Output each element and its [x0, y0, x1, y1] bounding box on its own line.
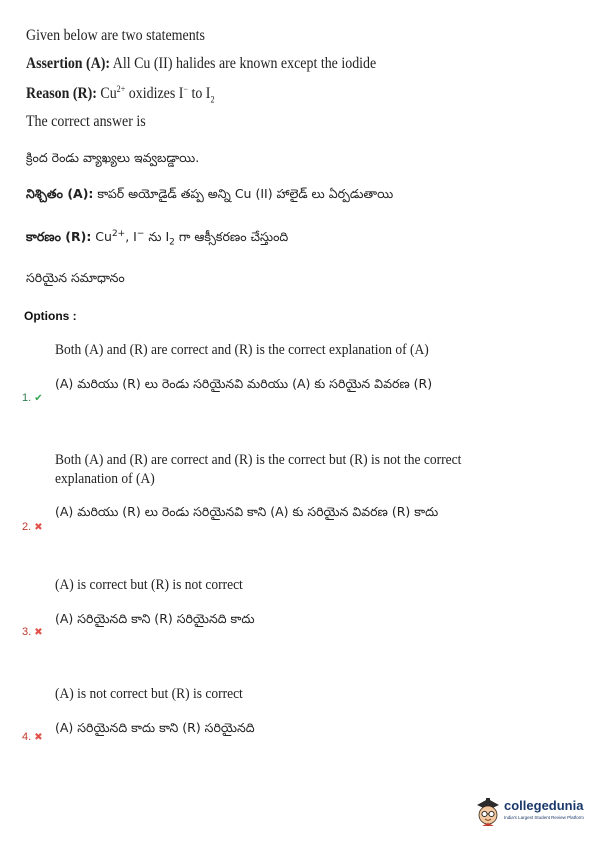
- cross-icon: ✖: [34, 522, 43, 533]
- reason-iminus: −: [183, 84, 188, 94]
- option-1-english[interactable]: Both (A) and (R) are correct and (R) is the correct explanation of (A): [55, 342, 429, 358]
- reason-cu-telugu: Cu: [91, 229, 112, 245]
- reason-statement: [26, 84, 215, 104]
- assertion-statement: [26, 55, 376, 73]
- reason-iminus-telugu: −: [136, 229, 145, 239]
- option-1-number: [22, 392, 43, 404]
- option-3-english[interactable]: (A) is correct but (R) is not correct: [55, 577, 243, 593]
- option-1-number-text: 1.: [22, 392, 32, 404]
- option-3-number-text: 3.: [22, 626, 32, 638]
- mascot-icon: [474, 796, 502, 828]
- option-2-number: [22, 521, 43, 533]
- reason-text: oxidizes I: [125, 85, 184, 103]
- reason-label-telugu: కారణం (R):: [26, 229, 92, 245]
- cross-icon: ✖: [34, 732, 43, 743]
- reason-sub-telugu: 2: [169, 237, 175, 248]
- option-1-telugu[interactable]: (A) మరియు (R) లు రెండు సరియైనవి మరియు (A) కు సరియైన వివరణ (R): [55, 376, 433, 391]
- assertion-text-telugu: కాపర్ అయోడైడ్ తప్ప అన్ని Cu (II) హాలైడ్ లు ఏర్పడుతాయి: [93, 186, 394, 201]
- correct-answer-prompt: The correct answer is: [26, 113, 146, 130]
- question-intro: Given below are two statements: [26, 27, 205, 44]
- option-2-number-text: 2.: [22, 521, 32, 533]
- reason-text3-telugu: గా ఆక్సీకరణం చేస్తుంది: [174, 229, 289, 245]
- check-icon: ✔: [34, 393, 43, 404]
- question-intro-telugu: క్రింద రెండు వ్యాఖ్యలు ఇవ్వబడ్డాయి.: [26, 150, 200, 165]
- logo-tagline: India's Largest Student Review Platform: [504, 815, 584, 820]
- option-2-telugu[interactable]: (A) మరియు (R) లు రెండు సరియైనవి కాని (A) కు సరియైన వివరణ (R) కాదు: [55, 504, 439, 519]
- option-4-number: [22, 731, 43, 743]
- option-4-telugu[interactable]: (A) సరియైనది కాదు కాని (R) సరియైనది: [55, 720, 255, 735]
- logo-brand-text: collegedunia: [504, 798, 584, 813]
- assertion-statement-telugu: [26, 186, 393, 205]
- correct-answer-prompt-telugu: సరియైన సమాధానం: [26, 270, 125, 285]
- collegedunia-logo: [474, 796, 592, 828]
- reason-cu: Cu: [100, 85, 117, 103]
- reason-label: Reason (R):: [26, 85, 97, 103]
- option-2-english[interactable]: Both (A) and (R) are correct and (R) is the correct but (R) is not the correct explanation of (A): [55, 452, 462, 487]
- reason-text-telugu: , I: [125, 229, 137, 245]
- option-4-number-text: 4.: [22, 731, 32, 743]
- assertion-label: Assertion (A):: [26, 55, 111, 72]
- reason-text2-telugu: ను I: [144, 229, 170, 245]
- option-3-telugu[interactable]: (A) సరియైనది కాని (R) సరియైనది కాదు: [55, 611, 255, 626]
- assertion-text: All Cu (II) halides are known except the iodide: [110, 55, 377, 72]
- reason-sub: 2: [210, 94, 215, 105]
- reason-to: to I: [187, 85, 211, 103]
- reason-charge: 2+: [116, 84, 126, 94]
- reason-charge-telugu: 2+: [111, 229, 126, 239]
- cross-icon: ✖: [34, 627, 43, 638]
- options-heading: Options :: [24, 309, 77, 323]
- option-3-number: [22, 626, 43, 638]
- option-4-english[interactable]: (A) is not correct but (R) is correct: [55, 686, 243, 702]
- reason-statement-telugu: [26, 229, 288, 248]
- assertion-label-telugu: నిశ్చితం (A):: [26, 186, 94, 201]
